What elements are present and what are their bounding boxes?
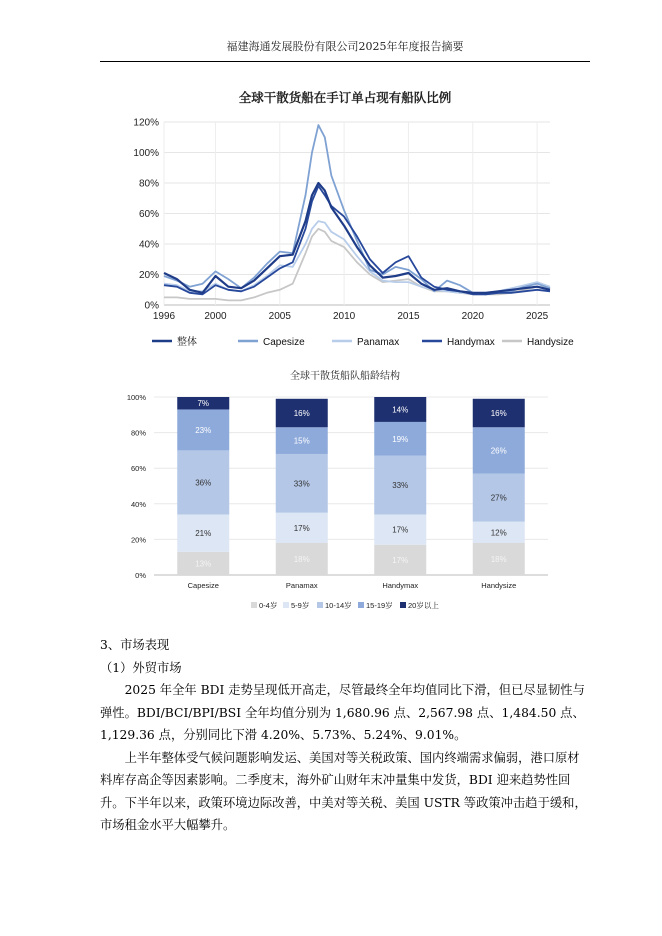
bar-data-label: 27% [490,493,507,503]
bar-data-label: 15% [293,436,310,446]
legend-label: 20岁以上 [408,601,439,610]
x-tick-label: 2025 [526,311,549,322]
chart-gridlines [164,122,550,305]
bar-data-label: 18% [293,554,310,564]
legend-label: 0-4岁 [259,601,278,610]
x-tick-label: 2015 [397,311,420,322]
legend-label: 10-14岁 [325,601,352,610]
body-text [100,634,590,837]
bar-data-label: 16% [490,409,507,419]
y-tick-label: 100% [126,393,146,402]
x-tick-label: 2000 [204,311,227,322]
bar-data-label: 13% [195,559,212,569]
y-tick-label: 40% [138,239,159,251]
bar-data-label: 36% [195,478,212,488]
bar-data-label: 33% [293,479,310,489]
x-axis-ticks [153,311,549,322]
chart-bars [177,397,525,575]
x-axis-ticks [188,581,517,590]
legend-swatch [400,602,406,608]
bar-data-label: 17% [392,525,409,535]
bar-data-label: 21% [195,529,212,539]
y-tick-label: 60% [130,464,146,474]
y-tick-label: 60% [138,209,159,220]
orderbook-ratio-line-chart [130,84,574,354]
legend-label: 整体 [177,337,197,348]
paragraph-market-drivers: 上半年整体受气候问题影响发运、美国对等关税政策、国内终端需求偏弱，港口原材料库存高企等因素影响。二季度末，海外矿山财年末冲量集中发货，BDI 迎来趋势性回升。下半年以来，政策环境边际改善，中美对等关税、美国 USTR 等政策冲击趋于缓和，市场租金水平大幅攀升。 [100,750,587,832]
y-tick-label: 80% [130,428,146,438]
x-tick-label: 1996 [152,311,176,322]
bar-data-label: 17% [293,523,310,533]
bar-data-label: 19% [392,434,409,444]
legend-label: 15-19岁 [366,601,393,610]
chart-legend [152,335,574,348]
chart-title: 全球干散货船队船龄结构 [290,371,400,382]
y-tick-label: 20% [138,270,159,281]
x-tick-label: 2010 [333,311,356,322]
y-tick-label: 40% [130,499,146,509]
legend-label: Panamax [357,337,400,348]
y-tick-label: 100% [133,148,159,159]
bar-data-label: 18% [490,554,507,564]
x-tick-label: 2005 [268,311,291,322]
y-axis-ticks [133,118,159,312]
legend-label: 5-9岁 [291,601,310,610]
y-tick-label: 0% [144,300,159,312]
x-tick-label: 2020 [461,311,484,322]
bar-data-label: 26% [490,446,507,456]
bar-data-label: 23% [195,425,212,435]
paragraph-bdi-summary: 2025 年全年 BDI 走势呈现低开高走，尽管最终全年均值同比下滑，但已尽显韧性与弹性。BDI/BCI/BPI/BSI 全年均值分别为 1,680.96 点、2,567.98 点、1,484.50 点、1,129.36 点，分别同比下滑 4.20%、5.73%、5.24%、9.01%。 [100,683,585,742]
legend-swatch [283,602,289,608]
y-tick-label: 120% [133,117,159,129]
page-header: 福建海通发展股份有限公司2025年年度报告摘要 [226,40,464,53]
chart-title: 全球干散货船在手订单占现有船队比例 [238,91,452,105]
x-tick-label: Capesize [187,581,219,590]
y-tick-label: 80% [138,178,159,190]
y-tick-label: 0% [135,571,146,580]
subsection-heading: （1）外贸市场 [100,660,182,675]
bar-data-label: 7% [197,399,210,409]
bar-data-label: 16% [293,409,310,419]
bar-data-label: 12% [490,528,507,538]
bar-data-label: 33% [392,481,409,491]
y-tick-label: 20% [130,535,146,545]
x-tick-label: Panamax [285,581,318,590]
chart-legend [251,600,439,610]
fleet-age-stacked-bar-chart [118,362,548,617]
legend-swatch [358,602,364,608]
legend-swatch [317,602,323,608]
header-divider [100,61,590,62]
legend-label: Capesize [263,337,305,348]
x-tick-label: Handysize [481,581,517,590]
bar-data-label: 14% [392,405,409,415]
legend-label: Handymax [447,337,495,348]
legend-label: Handysize [527,337,574,348]
section-heading: 3、市场表现 [100,638,170,652]
y-axis-ticks [127,393,147,580]
bar-data-label: 17% [392,555,409,565]
x-tick-label: Handymax [382,581,419,590]
series-line [164,125,550,294]
legend-swatch [251,602,257,608]
